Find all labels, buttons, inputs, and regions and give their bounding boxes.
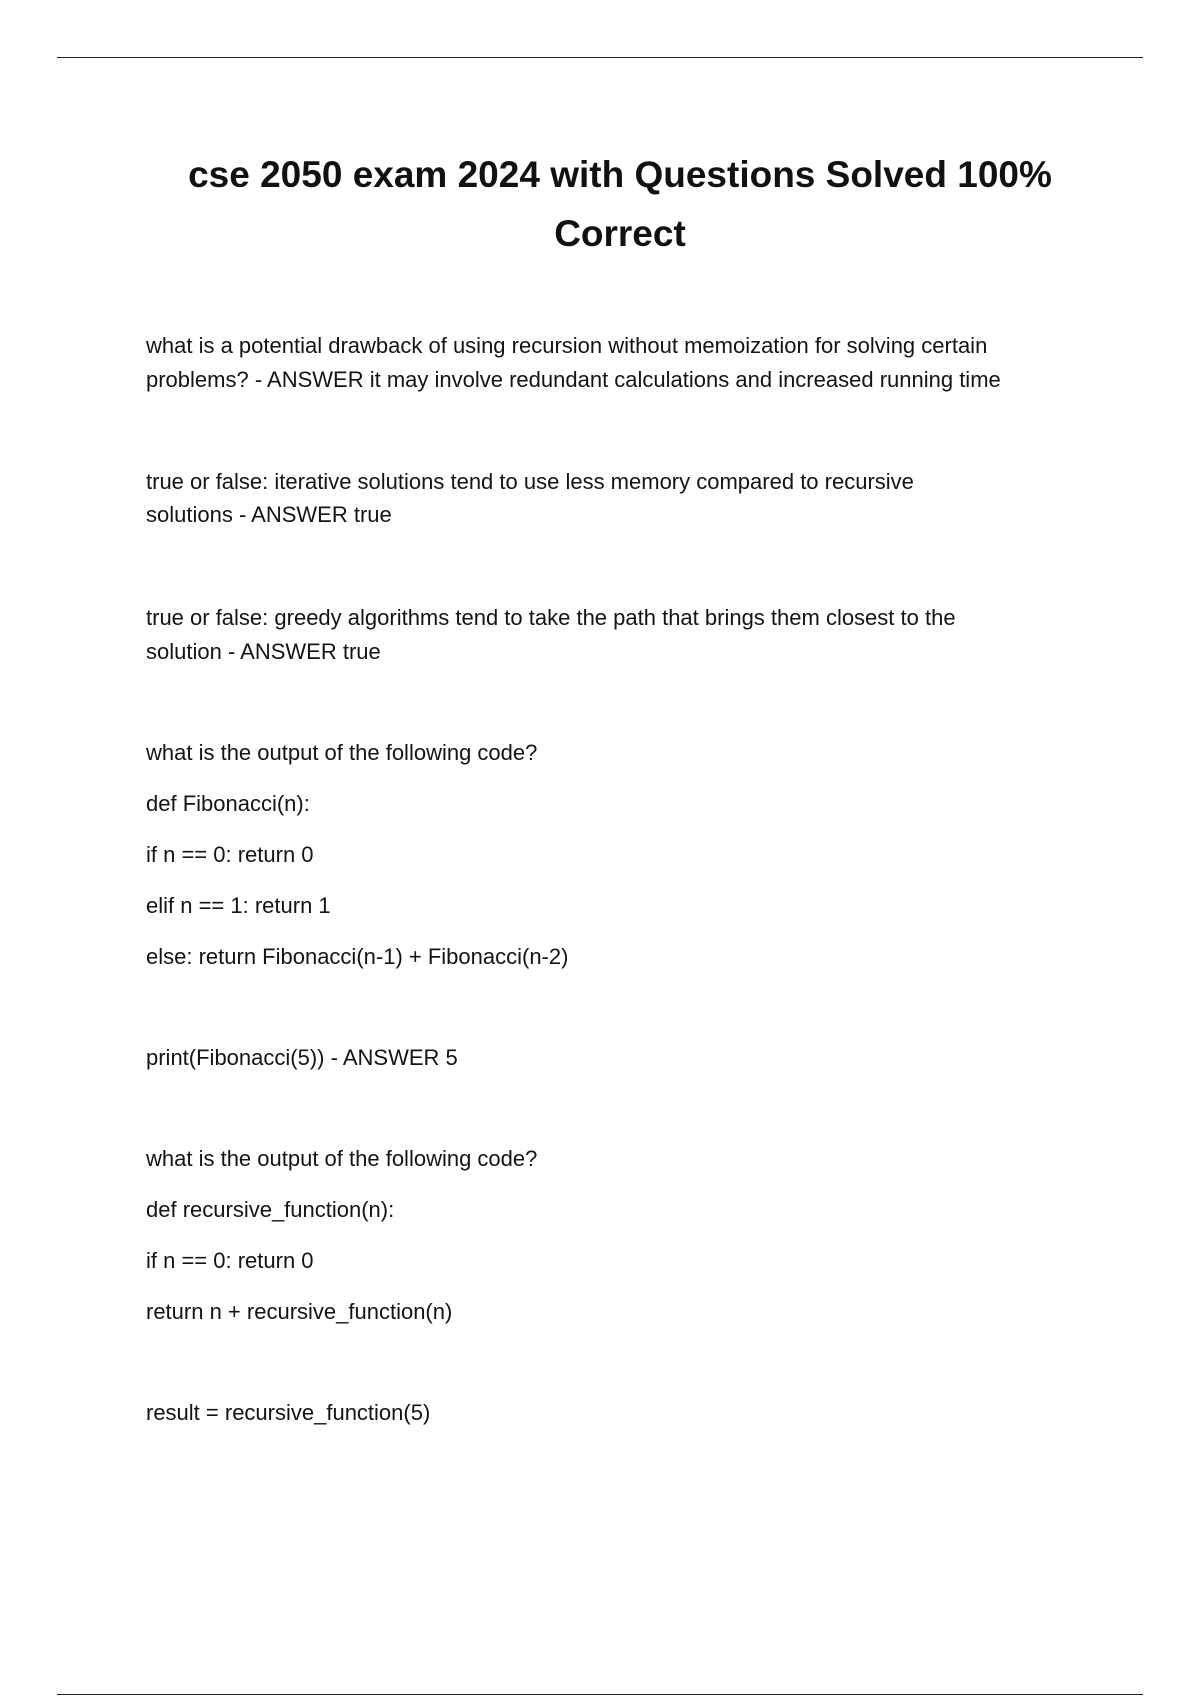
q5-line-4: return n + recursive_function(n) <box>146 1299 453 1324</box>
q1-line-1: what is a potential drawback of using recursion without memoization for solving certain <box>146 333 988 358</box>
q5-line-5: result = recursive_function(5) <box>146 1400 431 1425</box>
q1-line-2: problems? - ANSWER it may involve redundant calculations and increased running time <box>146 367 1001 392</box>
title-line-2: Correct <box>554 213 686 254</box>
q4-line-4: elif n == 1: return 1 <box>146 893 331 918</box>
q5-line-1: what is the output of the following code? <box>146 1146 538 1171</box>
q4-line-5: else: return Fibonacci(n-1) + Fibonacci(n-2) <box>146 944 569 969</box>
q3-line-2: solution - ANSWER true <box>146 639 381 664</box>
q2-line-1: true or false: iterative solutions tend to use less memory compared to recursive <box>146 469 914 494</box>
q4-line-1: what is the output of the following code? <box>146 740 538 765</box>
page-title <box>100 145 1140 263</box>
q3-line-1: true or false: greedy algorithms tend to take the path that brings them closest to the <box>146 605 956 630</box>
q5-line-2: def recursive_function(n): <box>146 1197 395 1222</box>
q5-line-3: if n == 0: return 0 <box>146 1248 314 1273</box>
top-divider <box>57 57 1143 58</box>
bottom-divider <box>57 1694 1143 1695</box>
q4-line-6: print(Fibonacci(5)) - ANSWER 5 <box>146 1045 458 1070</box>
q4-line-2: def Fibonacci(n): <box>146 791 310 816</box>
title-line-1: cse 2050 exam 2024 with Questions Solved 100% <box>188 154 1052 195</box>
q2-line-2: solutions - ANSWER true <box>146 502 392 527</box>
q4-line-3: if n == 0: return 0 <box>146 842 314 867</box>
